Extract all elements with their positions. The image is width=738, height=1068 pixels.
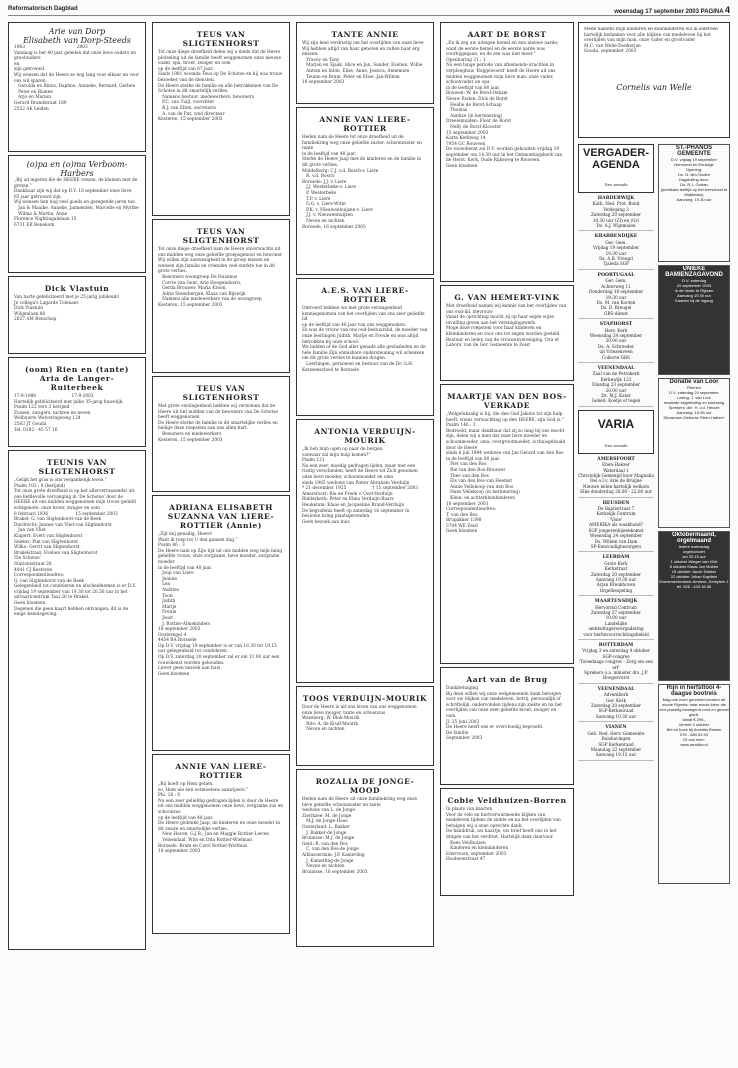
notice-text: Dankbetuiging Bij deze willen wij onze welgemeende dank betuigen voor uw blijken van medeleven, betrij, persoonlijk of schriftelijk, ondervonden tijdens zijn ziekte en na het overlijden van onze zeer geliefde broer, zwager en oom. Jl. 25 juni 2003 De Heere heeft ons er overvloedig beproefd. De familie September 2003 bbox=[446, 686, 562, 742]
column-2 bbox=[152, 22, 290, 937]
notice-text: Wij zijn heel verdrietig om het overlijden van onze lieve Wij hebben altijd van haar genoten en zullen haar erg missen. Tracey en Tony Marjon en Sjaak, Alice en Jan, Sander, Evelien, Willie Antoin en Inbie, Elise, Anne, Jessica, Annemien Teunie en Bram, Peter en Elise, Jan-Willem 16 september 2003 bbox=[302, 41, 424, 86]
notice-text: Mede namens mijn kinderen en kleinkinderen wil ik iedereen hartelijk bedanken voor alle blijken van medeleven bij het overlijden van mijn man, onze vader en grootvader M.C. van Welle-Donkerjan Gouda, september 2003 bbox=[584, 27, 718, 55]
ad-text: D.V. vrijdag 19 september Hervormd en Eeuwige Opening: Ds. N. den Ouden Dagsluiting door: Ds. R.J. Gortan (predikant-leeftijd op het leerschool te Middelaar) Aanvang: 19.30 uur bbox=[660, 157, 728, 202]
notice-title: G. VAN HEMERT-VINK bbox=[454, 293, 560, 302]
notice-text: Heden nam de Heere tot onze droefheid uit de familiekring weg onze geliefde zuster, schoonzuster en tante in de leeftijd van 48 jaar. Sterke de Heere Jaap met de kinderen en de familie in dit grote verlies. Middelburg: C.J. v.d. Bosch-v. Liere R. v.d. Bosch Borssele: J.J. v. Liere J.J. Westerbeke-v. Liere P. Westerbeke T.P. v. Liere G.G. v. Liere-Witte P.K. v. Nieuwenhuijzen-v. Liere J.J. v. Nieuwenhuijzen Neven en nichten Borssele, 16 september 2003 bbox=[302, 135, 422, 230]
notice-text: Heden nam de Heere uit onze familiekring weg onze lieve geliefde schoonzuster en tante weduwe van L. de Jonge Zierikzee: M. de Jonge M.J. de Jonge-Haas Oosterland: L. Bakker J. Bakker-de Jonge Bruinisse: M.J. de Jonge Gent: R. van den Bos C. van den Bos-de Jonge Alblasserdam: J.P. Kamerling J. Kamerling-de Jonge Neven en nichten Bruinisse, 16 september 2003 bbox=[302, 797, 418, 875]
varia-place: VEENENDAAL bbox=[597, 686, 635, 692]
notice-text: „Ik heb mijn ogen op naar de bergen, vanwaar zal mijn hulp komen?” Psalm 121 Na een zeer, moedig gedragen lijden, maar met een rustig verscheiden, heeft de Heere tot Zich genomen onze lieve moeder, schoonmoeder en oma sinds 1985 weduwe van Pieter Abraham Verduijn * 21 december 1925 † 15 september 2003 Amersfoort: Ria en Freek v. Oort-Verduijn Ridderkerk: Peter en Elma Verduijn-Baars Heukelum: Klaas en Jacqueline Brand-Verduijn De begrafenis heeft op zaterdag 16 september in besloten kring plaatsgevonden. Geen bezoek aan huis bbox=[302, 447, 419, 525]
agenda-place: VEENENDAAL bbox=[597, 365, 635, 371]
varia-item bbox=[578, 596, 654, 640]
column-1 bbox=[8, 22, 146, 953]
notice-name: Elisabeth van Dorp-Steeds bbox=[23, 36, 131, 45]
varia-place: AMERSFOORT bbox=[597, 456, 635, 462]
agenda-place: STAPHORST bbox=[599, 322, 633, 328]
notice bbox=[296, 278, 434, 416]
agenda-item bbox=[578, 270, 654, 319]
ad-text: iedere woensdag orgelconcert om 20.15 uur 1 oktober Wieger van Vliet 8 oktober Klaas Jan Mulder 15 oktober Jacob Dekker 22 oktober Johan Kapitein Evenementenkerk Arnhem, Kerkplein 1 tel. 026 - 443 16 66 bbox=[659, 544, 729, 589]
notice-title: ADRIANA ELISABETH SUZANNA VAN LIERE-ROTTIER (Annie) bbox=[167, 503, 275, 530]
notice bbox=[152, 22, 290, 216]
agenda-item bbox=[578, 363, 654, 407]
notice-text: Ontroerd hebben we met grote verslagenheid kennisgenomen van het overlijden van ons zeer geliefde lid op de leeftijd van 48 jaar van ons weggenomen. Ze was de vrouw van ons oud-bestuurslid, de moeder van onze leerlingen Judith, Marije en Freule en was altijd betrokken bij onze school. We bidden of de God aller genade alle gezinsleden en de hele familie Zijn onmisbare ondersteuning wil schenken om dit grote verlies te kunnen dragen. Leerlingen, personeel en bestuur van de Dr. G.H. Kerssenschool te Borssele bbox=[302, 306, 428, 373]
varia-place: VIANEN bbox=[605, 725, 627, 731]
notice-title: TOOS VERDUIJN-MOURIK bbox=[302, 694, 428, 703]
notice-name: Arie van Dorp bbox=[48, 27, 106, 36]
agenda-place: HARDERWIJK bbox=[597, 196, 635, 201]
varia-place: ROTTERDAM bbox=[598, 643, 634, 648]
varia-text: Grote Kerk Kerkstraat Zaterdag 20 september Aanvang 19.30 uur Arjan Breukhoven Orgelbespeling bbox=[590, 560, 642, 593]
notice-title: ROZALIA DE JONGE-MOOD bbox=[315, 777, 415, 795]
notice bbox=[8, 450, 146, 950]
notice-name: Cornelis van Welle bbox=[616, 83, 692, 92]
notice-title: TEUS VAN SLIGTENHORST bbox=[182, 227, 260, 245]
ad-text: D.V. zaterdag 20 september 2003 In de Veste te Rijssen Aanvang 19.30 uur Kaarten bij de ingang bbox=[674, 278, 714, 303]
notice-text: „Zijt mij genadig, Heere! Want ik roep tot U den gansen dag.” Psalm 86 : 3 De Heere nam op Zijn tijd uit ons midden weg mijn innig geliefde vrouw, onze zorgzame, lieve moeder, zorgzame moeder in de leeftijd van 48 jaar. Joop van Liere Jeanne Lea Andries Toon Judith Marije Freule Joost J. Rottier-Almekinders 18 september 2003 Oosterngel 4 4454 BA Borssele Op D.V. vrijdag 19 september is er van 18.30 tot 19.15 uur gelegenheid tot condoleren. Op D.V. zaterdag 20 september zal er om 11.00 uur een rouwdienst worden gehouden. Liever geen bezoek aan huis Geen bloemen bbox=[158, 532, 283, 677]
notice bbox=[8, 22, 146, 152]
column-4 bbox=[440, 22, 574, 899]
agenda-text: Herv. Kerk Woensdag 24 september 20.00 uur Ds. A. Schroeder uit Vriezenveen Collecte GBS bbox=[589, 327, 643, 360]
notice-text: In plaats van kaarten Voor de vele en hartverwarmende blijken van medeleven tijdens de ziekte en na het overlijden van betuigen wij u onze oprechte dank. De handdruk, uw kaartje, uw brief heeft ons in het dragen van het verdriet. Hartelijk dank daarvoor. Kees Veldhuizen Kinderen en kleinkinderen Edervoom, september 2003 Hoobeenstraat 47 bbox=[446, 807, 561, 863]
ad-title: ST.-PHANOS GEMEENTE bbox=[675, 145, 713, 157]
varia-text: Hervormd Centrum Zaterdag 27 september 10.00 uur Landelijke ambtsdragersvergadering voor herbevoorrechtingsbeleid bbox=[583, 604, 649, 637]
agenda-item bbox=[578, 319, 654, 363]
agenda-list bbox=[578, 193, 654, 407]
notice-title: Cobie Veldhuizen-Borren bbox=[447, 796, 567, 805]
varia-text: Eben-Haëzer Waterdaal 1 Christelijk Gemengd koor Magnalia Dei o.l.v. Arie de Bruijne Nieuwe leden hartelijk welkom Elke donderdag 20.00 - 22.00 uur bbox=[578, 462, 654, 495]
notice-name: (o)pa en (o)ma Verboom-Harbers bbox=[26, 160, 128, 178]
column-3 bbox=[296, 22, 434, 950]
agenda-title: VERGADER-AGENDA bbox=[582, 147, 649, 171]
notice-text: 1963 2003 Vandaag is het 40 jaar geleden dat onze lieve ouders en grootouders en zijn getrouwd. Wij wensen dat de Heere ze nog lang voor elkaar en voor ons wil sparen. Gerolda en Rinus, Daphne, Annieke, Bernard, Gerben Peter en Rianne Arjo en Marion Gerard Brandstraat 189 2552 AK Leiden bbox=[14, 45, 140, 112]
notice-title: AART DE BORST bbox=[467, 30, 547, 39]
notice-text: Van harte gefeliciteerd met je 25-jarig jubileum! Je collega's Lagarde Tolenaes Dick Vlastuin Wilgenlaan 80 2827 AM Benschop bbox=[14, 295, 120, 323]
notice-text: Met droefheid namen wij kennis van het overlijden van ons oud-lid, mevrouw Vanaf de oprichting mocht zij op haar eigen wijze invulling geven aan het verenigingswerk. Moge deze roepstem voor haar kinderen en kleinkinderen en voor ons tot zegen worden gesteld. Bestuur en leden van de vrouwenvereniging 'Ora et Labora' van de Ger. Gemeente te Zeist bbox=[446, 304, 567, 349]
notice bbox=[296, 686, 434, 766]
notice bbox=[152, 376, 290, 492]
masthead bbox=[8, 4, 730, 16]
advertisement bbox=[658, 265, 730, 375]
varia-place: LEERDAM bbox=[602, 555, 630, 561]
notice-title: Aart van de Brug bbox=[466, 675, 548, 684]
agenda-column bbox=[578, 144, 654, 761]
advertisement bbox=[658, 144, 730, 262]
notice-text: Met grote verslagenheid hebben wij vernomen dat de Heere uit het midden van de bewoners van De Schotse heeft weggenomen De Heere sterke de familie in dit smartelijke verlies en heilige deze roepstem aan ons allen hart. Bewoners en medewerkers Kesteren, 15 september 2003 bbox=[158, 404, 278, 443]
varia-text: De Baptisttraat 7 Kerkelijk Centrum 'Visie' AMERIKA als waakhond? SGP jongerenbijeenkomst Woensdag 24 september Ds. Willem van Dam SP-Eenvoudigbezorgers bbox=[588, 506, 644, 549]
notice-title: Dick Vlastuin bbox=[44, 284, 110, 293]
notice-title: TEUS VAN SLIGTENHORST bbox=[182, 30, 260, 48]
varia-list bbox=[578, 454, 654, 761]
notice-text: Door de Heere is uit ons leven van ons weggenomen onze lieve zwager, tante en schoonzus Wezeberg: W. Blok-Mourik Rits: A. de Kruif-Mourik Neven en nichten bbox=[302, 705, 417, 733]
notice-title: ANNIE VAN LIERE-ROTTIER bbox=[319, 115, 411, 133]
notice-title: MAARTJE VAN DEN BOS-VERKADE bbox=[447, 392, 567, 410]
notice bbox=[440, 788, 574, 896]
agenda-text: Ger. Gem. Achterweg 11 Donderdag 18 september 19.30 uur Ds. M. van Kooten Ds. D. Breugel GBS-dienst bbox=[588, 278, 644, 316]
notice bbox=[152, 219, 290, 373]
varia-item bbox=[578, 640, 654, 684]
varia-item bbox=[578, 498, 654, 553]
notice bbox=[8, 276, 146, 354]
agenda-item bbox=[578, 231, 654, 269]
advertisement bbox=[658, 378, 730, 528]
column-5-top bbox=[578, 22, 730, 141]
varia-place: HEUSDEN bbox=[602, 500, 630, 506]
varia-text: Adventkerk Ger. Kerk Zaterdag 20 september SGP-Kerkenraad Aanvang 10.30 uur bbox=[590, 692, 642, 719]
notice bbox=[296, 107, 434, 275]
agenda-text: Ger. Gem. Vrijdag 19 september 19.30 uur Ds. A.B. Vreugd Tjaleda SGP bbox=[592, 239, 640, 267]
varia-header bbox=[578, 410, 654, 454]
varia-item bbox=[578, 454, 654, 498]
notice bbox=[440, 384, 574, 664]
ad-text: Rhenen D.V. zaterdag 20 september Lezing: J. van Loor muzikale begeleiding en koorzang Sprekers: dhr. H. v.d. Heuvel Aanvang: 19.45 uur Showroom Gebouw 'Eben-Haëzer' bbox=[663, 385, 725, 420]
varia-item bbox=[578, 722, 654, 760]
notice bbox=[440, 667, 574, 785]
notice bbox=[440, 22, 574, 282]
advertisement bbox=[658, 531, 730, 681]
notice-title: A.E.S. VAN LIERE-ROTTIER bbox=[321, 286, 409, 304]
advertisement bbox=[658, 684, 730, 884]
agenda-place: POORTUGAAL bbox=[597, 272, 635, 278]
page-footer bbox=[8, 1050, 730, 1056]
page-label: PAGINA bbox=[700, 9, 724, 15]
agenda-subtitle: Des avonds bbox=[604, 182, 628, 187]
notice-title: ANNIE VAN LIERE-ROTTIER bbox=[175, 762, 267, 780]
notice bbox=[152, 495, 290, 751]
notice-title: (oom) Rien en (tante) Aria de Langer-Ruiterbeek bbox=[24, 365, 130, 392]
notice-title: ANTONIA VERDUIJN-MOURIK bbox=[314, 427, 416, 445]
page-indicator bbox=[614, 5, 730, 15]
agenda-text: Kath. Ned. Prot. Bond Verkoping 2 Zaterdag 20 september 10.30 uur (ZI) en (Gr) Ds. A.J. Wijnmalen bbox=[590, 201, 642, 229]
ad-title: Rijn in herfsttooi 4-daagse bootreis bbox=[666, 685, 722, 697]
varia-text: Vrijdag 3 en zaterdag 4 oktober SGP-congres 'Tweedaags congres - Zorg om een erf' Sprekers o.a. minister drs. J.P. Hoogervorst bbox=[578, 648, 654, 681]
agenda-place: KRABBENDIJKE bbox=[594, 234, 638, 240]
agenda-text: Zaal van de Petrakerk Kerkewijk 123 Dinsdag 23 september 20.00 uur Ds. M.J. Kater Gebed: Koetje of tegen bbox=[591, 371, 641, 404]
notice-text: 17-9-1988 17-9-2003 Hartelijk gefeliciteerd met jullie 35-jarig huwelijk. Psalm 122 vers 3 berijmd Zussen, zwagers, nichten en neven Welbuurte Welveringsweg 124 2563 JT Gouda Tel. 0182 - 45 57 16 bbox=[14, 394, 124, 433]
notice-text: Tot onze diepe droefheid nam de Heere onverwachts uit ons midden weg onze geliefde groepsgenoot en bewoner Wij willen zijn aanwezigheid in de groep missen en wensen zijn familie en vrienden veel sterkte toe in dit grote verlies. Bewoners woongroep De Huismus Corrie van Gent, Arie Hoogendoorn, Gerda Brouwer, Maria Kroon, Adrie Steenbergen, Klaas van Rijswijk Namens alle medewerkers van de woongroep Kesteren, 15 september 2003 bbox=[158, 247, 283, 308]
ad-title: UNIEKE BAMIENZAGAVOND bbox=[665, 266, 723, 278]
issue-date: woensdag 17 september 2003 bbox=[614, 9, 699, 15]
notice-title: TANTE ANNIE bbox=[331, 30, 399, 39]
notice-text: Tot onze diepe droefheid delen wij u mede dat de Heere plotseling uit de familie heeft weggenomen onze nieuwe vader, opa, broer, zwager en oom op de leeftijd van 67 jaar. Sinds 1981 woonde Teus op De Schotse en hij was trouw bezoeker van de diensten. De Heere sterke de familie en alle betrokkenen van De Schotse in dit smartelijk verlies. Namens bestuur, medewerkers, bewoners P.C. van Tuijl, voorzitter B.J. van Elten, secretaris A. van de Put, wnd directeur Kesteren, 15 september 2003 bbox=[158, 50, 283, 123]
advertisement-column bbox=[658, 144, 730, 887]
varia-text: Geb. Ned. Herv. Gemeente Bulshavingen SGP Kerkenraad Maandag 22 september Aanvang 19.15 uur bbox=[587, 730, 645, 758]
notice-text: „Gelijk het gras is ons vergankelijk leven.” Psalm 103 : 8 (berijmd) Tot onze grote droefheid is op het allerverrassendst uit ons liefdevolle vervanging in 'De Schotse' door de HEERE uit ons midden weggenomen mijn trouw geliefd echtgenote, onze broer, zwager en oom 8 februari 1936 15 september 2003 Brakel: G. van Sligtenhorst-van de Beek Dordrecht: Jannes van Vliet-van Sligtenhorst Jan van Vliet Klapert: Evert van Sligtenhorst Sneker: Pim van Sligtenhorst Wilko: Gerrit van Sligtenhorst Brakelstraat: Evelien van Sligtenhorst 'De Schotse' Stationsstraat 28 4041 CJ Kesteren Correspondentieadres: G. van Sligtenhorst-van de Beek Gelegenheid tot condoleren en afscheidnemen is er D.V. vrijdag 19 september van 19.30 tot 20.30 uur in het uitvaartcentrum Taai 26 te Brakel. Geen bloemen Degenen die geen kaart hebben ontvangen, dit is de enige kennisgeving. bbox=[14, 478, 137, 618]
notice bbox=[296, 22, 434, 104]
agenda-header bbox=[578, 144, 654, 193]
notice bbox=[440, 285, 574, 381]
notice-title: TEUNIS VAN SLIGTENHORST bbox=[38, 458, 116, 476]
varia-title: VARIA bbox=[597, 416, 635, 431]
notice bbox=[296, 769, 434, 947]
paper-name: Reformatorisch Dagblad bbox=[8, 6, 78, 12]
notice-cornelis-van-welle bbox=[578, 22, 730, 138]
varia-item bbox=[578, 684, 654, 722]
varia-item bbox=[578, 552, 654, 596]
notice bbox=[152, 754, 290, 934]
notice-text: „Bij ud ingeren die de HEERE vrezen, de kleinen met de groten.” Dankbaar zijn wij dat op D.V. 18 september onze lieve 65 jaar getrouwd zijn. Wij wensen hen nog veel goeds en gezegende jaren toe. Jan & Maaike, Anneke, Jannemien, Marcelle en Myrthe Wilma & Martin, Anne Florence Nightingalelaan 15 6731 EK Benekom bbox=[14, 178, 139, 228]
notice-title: TEUS VAN SLIGTENHORST bbox=[182, 384, 260, 402]
notice bbox=[296, 419, 434, 683]
agenda-item bbox=[578, 193, 654, 231]
ad-text: Mag ook even genoemd worden de mooie Rijnreis: haar mooie kleur die een prachtig bewegend rond en gevoel geeft. Vanaf € 299,- Vertrek 4 oktober Bel en boek bij Amicitia Reizen 078 - 684 53 53 Of ook neer: www.amicitia.nl bbox=[659, 697, 729, 747]
varia-place: MAARTENSDIJK bbox=[594, 599, 638, 605]
ad-title: Donatie van Loor bbox=[669, 379, 719, 385]
notice bbox=[8, 155, 146, 273]
notice bbox=[8, 357, 146, 447]
ad-title: Oktobermaand, orgelmaand bbox=[671, 532, 716, 544]
notice-text: „Bij hoeft op Hem getien, zo, Hem nie een ootmoetens aanwijzers.” Phi. 26 : 6 Nu een zeer geliefdig gedragen lijden is door de Heere uit ons midden weggenomen onze lieve, zorgzame zus en schoonzus op de leeftijd van 48 jaar. De Heere gedenke Jaap, de kinderen en onze moeder in dit zware en smartelijke verlies. New Haven G.J.B.; Jan en Maggie Rottier-Lieven Velsendaal Wim en Dita Rottier-Wielman Borssele Bram en Corri Rottier-Wolthuis 18 september 2003 bbox=[158, 782, 284, 855]
page-number: 4 bbox=[724, 5, 730, 15]
notice-text: „En ik zeg uw uiteigen hemel en een nieuwe aarde; want de eerste hemel en de eerste aarde was voorbijgegaan, en de zee was niet meer.” Openbaring 21 : 1 Nu een lange periode van afnemende krachten in verpleeghuis 'Roggewoord' heeft de Heere uit ons midden weggenomen mijn lieve man, onze vader, schoonvader en opa in de leeftijd van 80 jaar. Rouwen: W. de Borst-Oskam Nieuw Roden: Dick de Borst Heidie de Borst-Schaap Thomas Annlize (in herinnering) Dreelemuiden: Floor de Borst Nelly de Borst-Klooster 15 september 2003 Karte Kerkweg 14 7954 GC Rouveen De rouwdienst zal D.V. worden gehouden vrijdag 19 september om 14.30 uur in het Ontmoetingskerk van de Herst. Kerk, Oude Rijksweg te Rouveen. Geen bloemen bbox=[446, 41, 563, 170]
notice-text: „Welgelukzalig is hij, die den God Jakobs tot zijn hulp heeft, wiens verwachting op den HEERE, zijn God is.” Psalm 146 : 3 Bedroefd, maar dankbaar dat zij zo lang bij ons mocht zijn, delen wij u mee dat onze lieve moeder en schoonmoeder, oma, overgrootmoeder, is thuisgehaald door de Heere sinds 8 juli 1994 weduwe van Jan Gerard van den Bos in de leeftijd van 80 jaar. Piet van den Bos Rie van den Bos-Brouwer Theo van den Bos Els van den Bos-van Heemst Annie Vellekoop-van den Bos Hans Vellekoop (in herinnering) Klein- en achterkleinkinderen 18 september 2003 Correspondentieadres: T. van den Bos Brugakker 1398 3704 WE Zeist Geen bloemen bbox=[446, 412, 566, 535]
varia-subtitle: Des avonds bbox=[604, 442, 628, 448]
